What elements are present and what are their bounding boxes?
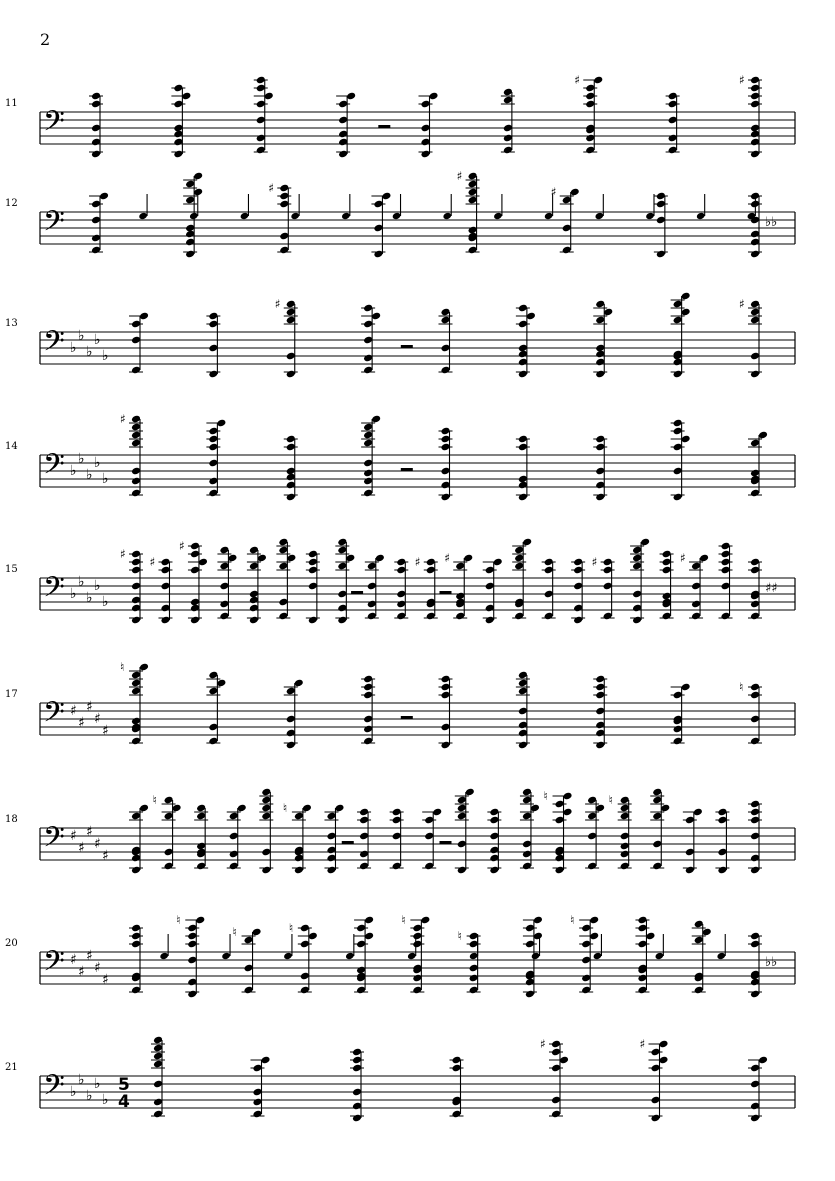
accidental-icon: ♮	[570, 913, 575, 927]
sharp-icon: ♯	[94, 960, 101, 976]
chord	[151, 1036, 165, 1119]
accidental-icon: ♯	[444, 551, 451, 565]
sharp-icon: ♯	[70, 703, 77, 719]
flat-icon: ♭	[102, 471, 109, 487]
accidental-icon: ♮	[739, 680, 744, 694]
accidental-icon: ♯	[680, 551, 686, 565]
accidental-icon: ♯	[120, 412, 126, 426]
accidental-icon: ♮	[120, 660, 125, 674]
accidental-icon: ♮	[608, 793, 613, 807]
sharp-icon: ♯	[102, 972, 109, 988]
sharp-icon: ♯	[78, 840, 85, 856]
chord	[748, 1056, 768, 1123]
flat-icon: ♭	[102, 1092, 109, 1108]
flat-icon: ♭	[78, 328, 85, 344]
flat-icon: ♭	[70, 586, 77, 602]
sharp-icon: ♯	[70, 828, 77, 844]
flat-icon: ♭	[70, 1084, 77, 1100]
accidental-icon: ♮	[176, 913, 181, 927]
flat-icon: ♭	[94, 332, 101, 348]
accidental-icon: ♮	[457, 929, 462, 943]
accidental-icon: ♮	[152, 793, 157, 807]
chord	[350, 1048, 364, 1123]
flat-icon: ♭	[78, 1072, 85, 1088]
flat-icon: ♭	[102, 594, 109, 610]
key-change-icon: ♯♯	[765, 581, 778, 596]
flat-icon: ♭	[86, 344, 93, 360]
flat-icon: ♭	[86, 467, 93, 483]
flat-icon: ♭	[78, 574, 85, 590]
chord	[540, 1037, 569, 1118]
sharp-icon: ♯	[102, 723, 109, 739]
flat-icon: ♭	[70, 463, 77, 479]
chord	[640, 1037, 669, 1122]
measure-number: 17	[5, 689, 18, 700]
flat-icon: ♭	[94, 1076, 101, 1092]
page-number: 2	[40, 30, 51, 49]
sharp-icon: ♯	[102, 848, 109, 864]
measure-number: 12	[5, 198, 18, 209]
accidental-icon: ♯	[591, 555, 598, 569]
measure-number: 21	[5, 1062, 18, 1073]
flat-icon: ♭	[70, 340, 77, 356]
bass-clef-icon: 𝄢	[43, 105, 65, 145]
time-signature-top: 5	[118, 1075, 130, 1095]
accidental-icon: ♮	[232, 925, 237, 939]
bass-clef-icon: 𝄢	[43, 205, 65, 245]
key-change-icon: ♭♭	[765, 215, 778, 230]
sharp-icon: ♯	[86, 824, 93, 840]
accidental-icon: ♯	[574, 73, 581, 87]
bass-clef-icon: 𝄢	[43, 821, 65, 861]
bass-clef-icon: 𝄢	[43, 571, 65, 611]
measure-number: 18	[5, 814, 18, 825]
flat-icon: ♭	[86, 590, 93, 606]
sharp-icon: ♯	[70, 952, 77, 968]
accidental-icon: ♯	[639, 1037, 646, 1051]
chord	[450, 1056, 464, 1119]
accidental-icon: ♮	[401, 913, 406, 927]
sharp-icon: ♯	[78, 964, 85, 980]
time-signature-bottom: 4	[118, 1092, 130, 1112]
flat-icon: ♭	[94, 578, 101, 594]
accidental-icon: ♯	[178, 539, 185, 553]
flat-icon: ♭	[78, 451, 85, 467]
bass-clef-icon: 𝄢	[43, 696, 65, 736]
chord	[251, 1056, 271, 1119]
sharp-icon: ♯	[94, 711, 101, 727]
accidental-icon: ♯	[149, 555, 156, 569]
accidental-icon: ♯	[540, 1037, 546, 1051]
sharp-icon: ♯	[78, 715, 85, 731]
key-change-icon: ♭♭	[765, 955, 778, 970]
sharp-icon: ♯	[86, 948, 93, 964]
flat-icon: ♭	[86, 1088, 93, 1104]
measure-number: 20	[5, 938, 18, 949]
sharp-icon: ♯	[86, 699, 93, 715]
measure-number: 15	[5, 564, 18, 575]
accidental-icon: ♯	[414, 555, 421, 569]
accidental-icon: ♯	[739, 297, 745, 311]
bass-clef-icon: 𝄢	[43, 945, 65, 985]
measure-number: 14	[5, 441, 18, 452]
flat-icon: ♭	[94, 455, 101, 471]
accidental-icon: ♯	[456, 169, 463, 183]
accidental-icon: ♮	[288, 921, 294, 935]
accidental-icon: ♮	[543, 789, 548, 803]
bass-clef-icon: 𝄢	[43, 448, 65, 488]
measure-number: 11	[5, 98, 18, 109]
accidental-icon: ♯	[550, 185, 557, 199]
accidental-icon: ♮	[282, 801, 288, 815]
bass-clef-icon: 𝄢	[43, 1069, 65, 1109]
bass-clef-icon: 𝄢	[43, 325, 65, 365]
accidental-icon: ♯	[739, 73, 745, 87]
sharp-icon: ♯	[94, 836, 101, 852]
measure-number: 13	[5, 318, 18, 329]
accidental-icon: ♯	[268, 181, 275, 195]
accidental-icon: ♯	[120, 547, 126, 561]
flat-icon: ♭	[102, 348, 109, 364]
accidental-icon: ♯	[274, 297, 281, 311]
